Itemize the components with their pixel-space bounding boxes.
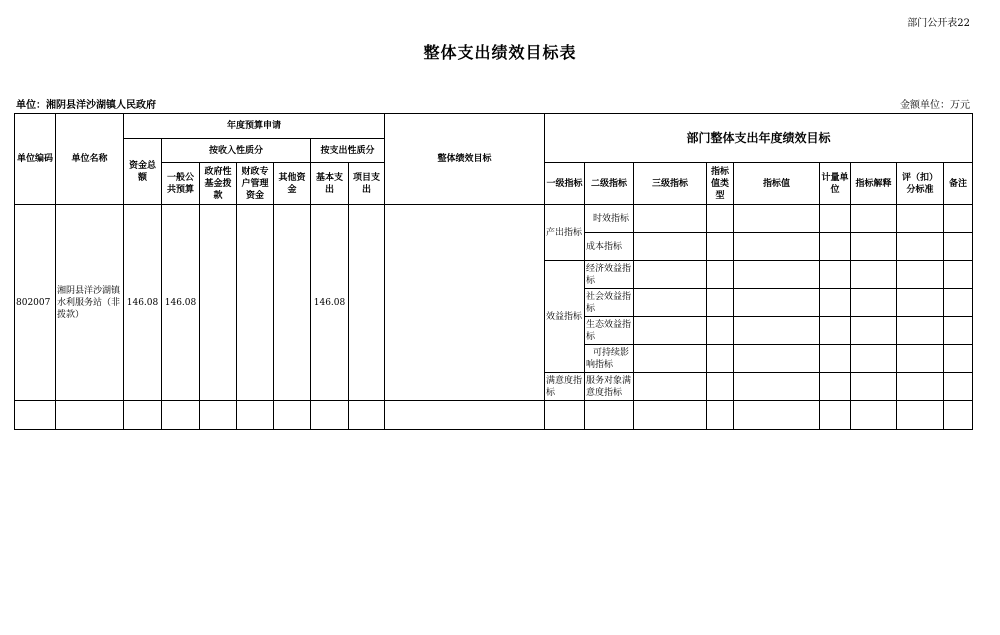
header-gov-fund: 政府性基金拨款 <box>200 163 237 205</box>
header-unit-name: 单位名称 <box>56 114 124 205</box>
level2-service-satisfaction: 服务对象满意度指标 <box>585 373 634 401</box>
level2-sustainable: 可持续影响指标 <box>585 345 634 373</box>
performance-table <box>14 113 973 430</box>
header-scoring: 评（扣）分标准 <box>897 163 944 205</box>
other-funds-cell <box>274 205 311 401</box>
header-other-funds: 其他资金 <box>274 163 311 205</box>
header-unit-code: 单位编码 <box>15 114 56 205</box>
total-funds-cell: 146.08 <box>124 205 162 401</box>
header-annual-budget: 年度预算申请 <box>124 114 385 139</box>
unit-label: 单位：湘阴县洋沙湖镇人民政府 <box>16 100 156 111</box>
header-level1: 一级指标 <box>545 163 585 205</box>
gov-fund-cell <box>200 205 237 401</box>
header-dept-goal: 部门整体支出年度绩效目标 <box>545 114 973 163</box>
header-value: 指标值 <box>734 163 820 205</box>
header-value-type: 指标值类型 <box>707 163 734 205</box>
header-total-funds: 资金总额 <box>124 139 162 205</box>
table-row-empty <box>15 401 973 430</box>
level2-social: 社会效益指标 <box>585 289 634 317</box>
level2-time: 时效指标 <box>585 205 634 233</box>
header-level3: 三级指标 <box>634 163 707 205</box>
header-overall-goal: 整体绩效目标 <box>385 114 545 205</box>
special-account-cell <box>237 205 274 401</box>
header-measure-unit: 计量单位 <box>820 163 851 205</box>
level2-ecological: 生态效益指标 <box>585 317 634 345</box>
header-remarks: 备注 <box>944 163 973 205</box>
level2-economic: 经济效益指标 <box>585 261 634 289</box>
unit-code-cell: 802007 <box>15 205 56 401</box>
level1-benefit: 效益指标 <box>545 261 585 373</box>
header-by-expense: 按支出性质分 <box>311 139 385 163</box>
table-row <box>15 205 973 233</box>
header-explanation: 指标解释 <box>851 163 897 205</box>
level1-satisfaction: 满意度指标 <box>545 373 585 401</box>
header-project-expense: 项目支出 <box>349 163 385 205</box>
header-by-income: 按收入性质分 <box>162 139 311 163</box>
basic-expense-cell: 146.08 <box>311 205 349 401</box>
header-basic-expense: 基本支出 <box>311 163 349 205</box>
header-general-budget: 一般公共预算 <box>162 163 200 205</box>
level1-output: 产出指标 <box>545 205 585 261</box>
amount-unit-label: 金额单位：万元 <box>900 100 970 111</box>
header-level2: 二级指标 <box>585 163 634 205</box>
project-expense-cell <box>349 205 385 401</box>
header-special-account: 财政专户管理资金 <box>237 163 274 205</box>
unit-name-cell: 湘阴县洋沙湖镇水利服务站（非拨款） <box>56 205 124 401</box>
level2-cost: 成本指标 <box>585 233 634 261</box>
overall-goal-cell <box>385 205 545 401</box>
form-number: 部门公开表22 <box>907 18 970 29</box>
page-title: 整体支出绩效目标表 <box>423 43 577 62</box>
general-budget-cell: 146.08 <box>162 205 200 401</box>
